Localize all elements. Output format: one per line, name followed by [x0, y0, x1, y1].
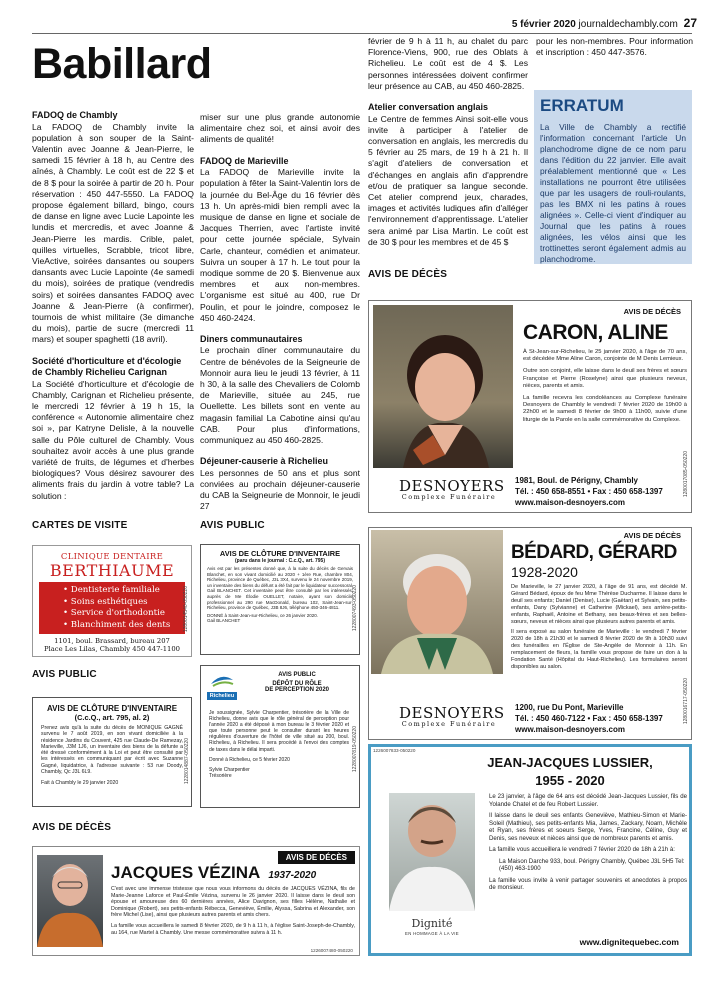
erratum-title: ERRATUM [540, 96, 624, 115]
richelieu-done: Donné à Richelieu, ce 5 février 2020 [209, 756, 290, 763]
portrait-icon [37, 855, 103, 947]
header-page: 27 [683, 16, 697, 30]
text-continued: miser sur une plus grande autonomie alimentaire chez soi, et ainsi avoir des aliments de qualité! [200, 112, 360, 145]
lussier-web[interactable]: www.dignitequebec.com [579, 937, 679, 947]
column-2 [200, 112, 360, 513]
text-fadoq-marieville: La FADOQ de Marieville invite la population à fêter la Saint-Valentin lors de la journée du Bel-Âge du 16 février dès 13 h. Un après-midi bien rempli avec la musique de danse en ligne et sociale de Jacques Therrien, avec l'artiste invité pour cette journée spéciale, Sylvain Carle, chanteur, comédien et animateur. Suivra un souper à 17 h. Le tout pour la modique somme de 20 $. Bienvenue aux membres et aux non-membres. L'organisme est situé au 400, rue Dr Poulin, et pour le joindre, composez le 450 460-2424. [200, 167, 360, 323]
text-fadoq-chambly: La FADOQ de Chambly invite la population à son souper de la Saint-Valentin avec Joanne & Jean-Pierre, le samedi 15 février à 18 h, au Centre des aînés, à Chambly. Le coût est de 22 $ et de 8 $ pour la soirée à partir de 20 h. Pour réservation : 450 447-5550. La FADOQ propose également billard, bingo, cours de danse en ligne avec Lucie Lapointe les lundis et mercredis, et avec Joanne & Jean-Pierre les mardis. Crible, palet, quilles virtuelles, Scrabble, tricot libre, VieActive, soirées dansantes ou soupers dansants avec Lucie Lapointe (4e samedi du mois), soirées de pratique (vendredis soirs) et soirées dansantes FADOQ avec Joanne & Jean-Pierre (à confirmer), tournois de whist militaire (3e dimanche du mois), partie de sucre (mercredi 11 mars) et souper spaghetti (18 avril). [32, 121, 194, 345]
caron-code: 1280017085-050220 [683, 451, 689, 498]
caron-notice [368, 300, 692, 513]
lussier-logo [389, 917, 475, 936]
section-public-2: AVIS PUBLIC [32, 669, 97, 680]
service-item: • Soins esthétiques [63, 596, 148, 607]
lussier-notice [368, 744, 692, 956]
header-site[interactable]: journaldechambly.com [578, 19, 678, 30]
richelieu-heading [245, 672, 349, 693]
column-4 [536, 36, 693, 58]
vezina-label: AVIS DE DÉCÈS [278, 851, 355, 864]
header-rule [32, 33, 692, 34]
section-public-1: AVIS PUBLIC [200, 520, 265, 531]
inv1-done: DONNÉ à Saint-Jean-sur-Richelieu, ce 26 janvier 2020. [207, 612, 319, 618]
heading-diners: Diners communautaires [200, 333, 303, 344]
lussier-name: JEAN-JACQUES LUSSIER, [487, 755, 653, 770]
inv2-done: Fait à Chambly le 29 janvier 2020 [41, 780, 119, 787]
berthiaume-top: CLINIQUE DENTAIRE [60, 552, 164, 562]
erratum-box [534, 90, 692, 264]
service-item: • Service d'orthodontie [63, 608, 165, 618]
page-title: Babillard [32, 40, 212, 88]
vezina-years: 1937-2020 [268, 870, 317, 881]
desnoyers-sub: Complexe Funéraire [401, 493, 497, 501]
bedard-photo [371, 530, 503, 674]
richelieu-code: 1228007819-050220 [352, 726, 358, 773]
caron-tel: Tél. : 450 658-8551 • Fax : 450 658-1397 [515, 487, 663, 496]
vezina-p1: C'est avec une immense tristesse que nous vous informons du décès de JACQUES VÉZINA, fils de Marie-Jeanne Laforce et Paul-Émile Vézina, survenu le 26 janvier 2020. Il laisse dans le deuil son épouse et amoureuse des 60 dernières années, Alice Davignon, ses filles Hélène, Nathalie et Dominique (Robert), ses petits-enfants Rébecca, Geneviève, Émilie, Alyssa, Sabrina et Alexander, son frère Michel (Lise), ainsi que plusieurs autres parents et amis chers. [111, 886, 355, 919]
inv1-text: Avis est par les présentes donné que, à la suite du décès de Gervais Blanchet, en son vivant domicilié au 2020 + 1ère Rue, chambre 804, Richelieu, province de Québec, J3L 3X4, survenu le 24 novembre 2019, un inventaire des biens du défunt a été fait par le liquidateur successoral, Gail BLANCHET. Cet inventaire peut être consulté par les intéressés, auprès de Me Élodie OUELLET, notaire, ayant son domicile professionnel au 290 rue MacDonald, bureau 102, Saint-Jean-sur-Richelieu, province de Québec, J3B 8J6, téléphone 450-346-4811. [207, 566, 353, 611]
berthiaume-card [32, 545, 192, 657]
portrait-icon [389, 793, 475, 911]
inv2-text: Prenez avis qu'à la suite du décès de MONIQUE GAGNÉ survenu le 7 août 2019, en son vivant domiciliée à la résidence Jardins du Couvent, 425 rue Claude-De Ramezay, Marieville, J3M 1J6, un inventaire des biens de la défunte a été dressé conformément à la Loi et peut être consulté par les intéressés en communiquant par écrit avec Suzanne Gagné, liquidatrice, à l'adresse suivante : 53 rue Doody, Chambly, Qc J3L 6L9. [41, 725, 183, 776]
inventaire-notice-1 [200, 544, 360, 655]
heading-horticulture: Société d'horticulture et d'écologie de Chambly Richelieu Carignan [32, 355, 182, 378]
lussier-years: 1955 - 2020 [535, 773, 605, 788]
vezina-notice [32, 846, 360, 956]
vezina-photo [37, 855, 103, 947]
service-item: • Blanchiment des dents [63, 619, 171, 630]
caron-p1: À St-Jean-sur-Richelieu, le 25 janvier 2020, à l'âge de 70 ans, est décédée Mme Aline Caron, conjointe de M Denis Lemieux. [523, 349, 687, 363]
erratum-text: La Ville de Chambly a rectifié l'information concernant l'article Un planchodrome digne de ce nom paru dans l'édition du 22 janvier. Elle avait préalablement mentionné que « Les installations ne pourront être utilisées que par les usagers de rouli-roulants, pas les BMX ni les patins à roues alignées ». Celle-ci vient d'indiquer au Journal que les patins à roues alignées, les vélos ainsi que les trottinettes seront également admis au planchodrome. [540, 122, 686, 264]
heading-atelier: Atelier conversation anglais [368, 102, 489, 113]
richelieu-logo [207, 672, 237, 700]
lussier-p4: La Maison Darche 933, boul. Périgny Chambly, Québec J3L 5H5 Tel: (450) 463-1900 [499, 857, 685, 872]
portrait-icon [373, 305, 513, 468]
lussier-logo-sub: EN HOMMAGE À LA VIE [405, 931, 459, 936]
bedard-name: BÉDARD, GÉRARD [511, 542, 677, 563]
richelieu-title1: DÉPÔT DU RÔLE [272, 681, 322, 687]
text-dejeuner: Les personnes de 50 ans et plus sont conviées au prochain déjeuner-causerie du CAB la Seigneurie de Monnoir, le jeudi 27 [200, 467, 360, 512]
berthiaume-address: 1101, boul. Brassard, bureau 207 [54, 637, 170, 645]
richelieu-body [209, 710, 349, 779]
caron-contact [515, 475, 663, 508]
lussier-body [489, 793, 687, 892]
lussier-photo [389, 793, 475, 911]
bedard-years: 1928-2020 [511, 564, 578, 580]
heading-dejeuner: Déjeuner-causerie à Richelieu [200, 456, 329, 467]
berthiaume-code: 1280014540-050220 [183, 586, 189, 633]
bedard-contact [515, 702, 663, 735]
inventaire-notice-2 [32, 697, 192, 807]
section-cartes: CARTES DE VISITE [32, 520, 128, 531]
heading-fadoq-chambly: FADOQ de Chambly [32, 110, 118, 120]
column-1 [32, 110, 194, 502]
inv1-code: 1228007493-050220 [352, 585, 358, 632]
vezina-p2: La famille vous accueillera le samedi 8 février 2020, de 9 h à 11 h, à l'église Saint-Joseph-de-Chambly, au 164, rue Martel à Chambly. Une messe commémorative suivra à 11 h. [111, 922, 355, 936]
richelieu-label: AVIS PUBLIC [278, 672, 316, 678]
richelieu-text: Je soussignée, Sylvie Charpentier, trésorière de la Ville de Richelieu, donne avis que le rôle général de perception pour l'année 2020 a été déposé à mon bureau le 3 février 2020 et que toute personne peut le consulter durant les heures régulières d'ouverture de l'hôtel de ville situé au 200, boul. Richelieu, à Richelieu. Il sera procédé à l'envoi des comptes de taxes dans le délai imparti. [209, 710, 349, 753]
bedard-desnoyers-logo [399, 704, 505, 728]
bedard-p1: De Marieville, le 27 janvier 2020, à l'âge de 91 ans, est décédé M. Gérard Bédard, époux de feu Mme Thérèse Ducharme. Il laisse dans le deuil ses enfants; Daniel (Denise), Lucie (Gaëtan) et Sylvain, ses petits-enfants, Dany (Sylvianne) et Catherine (Mickael), ses arrière-petits-enfants, Raphaël, Antoine et Bethany, ses beaux-frères et ses belles-sœurs, neveux et nièces ainsi que plusieurs autres parents et amis. [511, 584, 687, 625]
berthiaume-name: BERTHIAUME [49, 561, 175, 580]
header-date: 5 février 2020 [511, 19, 576, 30]
text-horticulture: La Société d'horticulture et d'écologie de Chambly, Carignan et Richelieu présente, le mercredi 12 février à 19 h 15, la conférence « Autonomie alimentaire chez soi », par Katryne Delisle, à la nouvelle salle du Pôle culturel de Chambly. Vous souhaitez avoir accès à une plus grande variété de fruits, de légumes et d'herbes biologiques? Vous désirez savourer des aliments frais du jardin à votre table? La solution : [32, 378, 194, 501]
richelieu-role: Trésorière [209, 772, 232, 779]
bedard-web[interactable]: www.maison-desnoyers.com [515, 725, 625, 734]
bedard-address: 1200, rue Du Pont, Marieville [515, 703, 624, 712]
inv2-title: AVIS DE CLÔTURE D'INVENTAIRE [46, 704, 178, 713]
caron-address: 1981, Boul. de Périgny, Chambly [515, 476, 638, 485]
vezina-name: JACQUES VÉZINA [111, 863, 261, 882]
lussier-logo-name: Dignité [411, 917, 453, 930]
lussier-p2: Il laisse dans le deuil ses enfants Geneviève, Mathieu-Simon et Marie-Soleil (Mathieu), ses petits-enfants Mia, James, Zackary, Noam, Michèle et Ryan, ses frères et soeurs Serge, Yves, Francine, Céline, Guy et Denis, ses neveux et nièces ainsi que de nombreux parents et amis. [489, 812, 687, 842]
section-deces-bottom: AVIS DE DÉCÈS [32, 822, 112, 833]
vezina-code: 1226007480-050220 [310, 948, 353, 953]
bedard-tel: Tél. : 450 460-7122 • Fax : 450 658-1397 [515, 714, 663, 723]
bedard-label: AVIS DE DÉCÈS [623, 531, 681, 540]
bedard-body [511, 584, 687, 671]
berthiaume-place: Place Les Lilas, Chambly 450 447-1100 [44, 645, 180, 653]
column-3 [368, 36, 528, 248]
caron-name: CARON, ALINE [523, 321, 668, 344]
text-atelier: Le Centre de femmes Ainsi soit-elle vous invite à participer à l'atelier de conversation en anglais, les mercredis du 5 février au 25 mars, de 19 h à 21 h. Il s'agit d'ateliers de conversation et d'échanges en anglais afin d'apprendre et/ou de pratiquer sa langue seconde. Cet atelier comprend jeux, charades, images et activités ludiques afin d'alléger l'environnement d'apprentissage. L'atelier sera animé par Lisa Martin. Le coût est de 30 $ pour les membres et de 45 $ [368, 113, 528, 247]
text-continued-2: février de 9 h à 11 h, au chalet du parc Florence-Viens, 900, rue des Oblats à Richelieu. Le coût est de 4 $. Les personnes intéressées doivent confirmer leur présence au CAB, au 450 460-2825. [368, 36, 528, 91]
portrait-icon [371, 530, 503, 674]
lussier-p1: Le 23 janvier, à l'âge de 64 ans est décédé Jean-Jacques Lussier, fils de Yolande Chatel et de feu Robert Lussier. [489, 793, 687, 808]
bedard-p2: Il sera exposé au salon funéraire de Marieville : le vendredi 7 février 2020 de 18h à 21h30 et le samedi 8 février 2020 de 9h à 10h30 suivi des funérailles en l'Église de Ste-Angèle de Monnoir à 11h. En remplacement de fleurs, la famille vous propose de faire un don à la Fondation Santé (Hôpital du Haut-Richelieu). Les formulaires seront disponibles au salon. [511, 629, 687, 670]
caron-p3: La famille recevra les condoléances au Complexe funéraire Desnoyers de Chambly le vendredi 7 février 2020 de 19h00 à 22h00 et le samedi 8 février de 9h00 à 11h00, suivie d'une liturgie de la Parole en la salle commémorative du Complexe. [523, 395, 687, 423]
caron-p2: Outre son conjoint, elle laisse dans le deuil ses frères et sœurs Françoise et Pierre (Roselyne) ainsi que plusieurs neveux, nièces, parents et amis. [523, 368, 687, 389]
richelieu-bird-icon [209, 672, 235, 688]
vezina-body [111, 886, 355, 936]
richelieu-title2: DE PERCEPTION 2020 [264, 687, 330, 693]
desnoyers-sub: Complexe Funéraire [401, 720, 497, 728]
bedard-notice [368, 527, 692, 740]
richelieu-notice [200, 665, 360, 808]
desnoyers-name: DESNOYERS [399, 477, 505, 495]
bedard-code: 1280016717-050220 [683, 678, 689, 725]
inv1-sub: (paru dans le journal : C.c.Q., art. 795) [234, 558, 326, 564]
service-item: • Dentisterie familiale [63, 585, 160, 595]
caron-photo [373, 305, 513, 468]
inv2-code: 1228014887-050220 [184, 738, 190, 785]
lussier-p3: La famille vous accueillera le vendredi 7 février 2020 de 18h à 21h à: [489, 846, 675, 853]
inv2-sub: (C.c.Q., art. 795, al. 2) [74, 713, 150, 722]
vezina-title [111, 863, 316, 883]
inv1-title: AVIS DE CLÔTURE D'INVENTAIRE [219, 549, 341, 558]
lussier-p5: La famille vous invite à venir partager souvenirs et anecdotes à propos de monsieur. [489, 876, 687, 891]
text-continued-3: pour les non-membres. Pour information et inscription : 450 447-3576. [536, 36, 693, 58]
richelieu-logo-text: Richelieu [207, 692, 237, 700]
caron-label: AVIS DE DÉCÈS [623, 307, 681, 316]
caron-body [523, 349, 687, 424]
lussier-code: 1226007833-050220 [373, 748, 416, 753]
section-deces-top: AVIS DE DÉCÈS [368, 269, 448, 280]
caron-web[interactable]: www.maison-desnoyers.com [515, 498, 625, 507]
heading-fadoq-marieville: FADOQ de Marieville [200, 155, 289, 166]
richelieu-sign: Sylvie Charpentier [209, 766, 250, 773]
inv1-sign: Gail BLANCHET [207, 618, 241, 624]
page-header [512, 16, 697, 30]
text-diners: Le prochain dîner communautaire du Centre de bénévoles de la Seigneurie de Monnoir aura lieu le jeudi 13 février, à 11 h 30, à la salle des Chevaliers de Colomb de Marieville, située au 245, rue Ouellette. Les billets sont en vente au magasin familial La Cabotine ainsi qu'au CAB. Pour plus d'informations, communiquez au 450 460-2825. [200, 345, 360, 446]
caron-desnoyers-logo [399, 477, 505, 501]
berthiaume-services [39, 582, 185, 634]
desnoyers-name: DESNOYERS [399, 704, 505, 722]
